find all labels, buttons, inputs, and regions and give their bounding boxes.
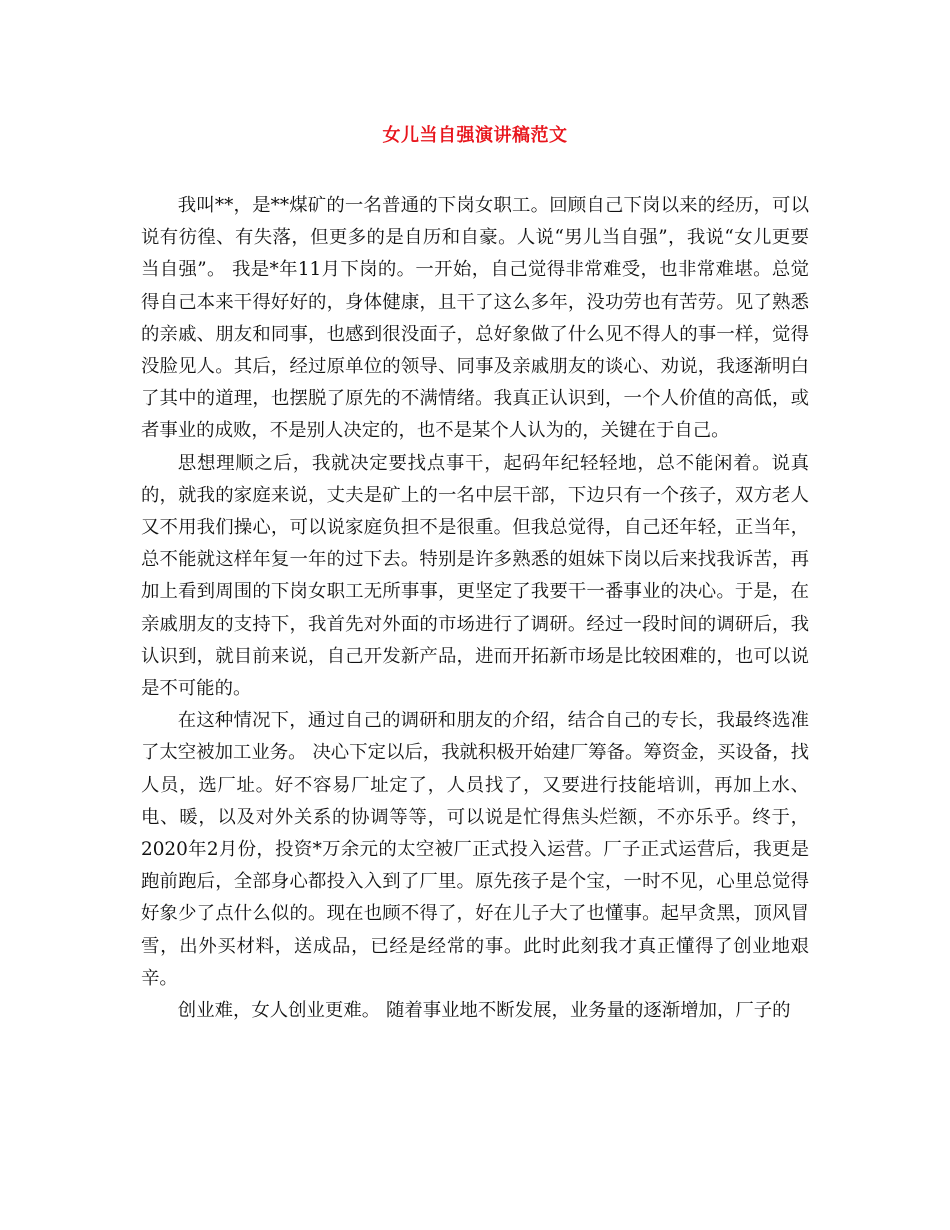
paragraph-1: 我叫**，是**煤矿的一名普通的下岗女职工。回顾自己下岗以来的经历，可以说有彷徨、有失落，但更多的是自历和自豪。人说“男儿当自强”，我说“女儿更要当自强”。 我是*年11月下岗的。一开始，自己觉得非常难受，也非常难堪。总觉得自己本来干得好好的，身体健康，且干了这么多年，没功劳也有苦劳。见了熟悉的亲戚、朋友和同事，也感到很没面子，总好象做了什么见不得人的事一样，觉得没脸见人。其后，经过原单位的领导、同事及亲戚朋友的谈心、劝说，我逐渐明白了其中的道理，也摆脱了原先的不满情绪。我真正认识到，一个人价值的高低，或者事业的成败，不是别人决定的，也不是某个人认为的，关键在于自己。	[141, 195, 809, 442]
paragraph-2: 思想理顺之后，我就决定要找点事干，起码年纪轻轻地，总不能闲着。说真的，就我的家庭来说，丈夫是矿上的一名中层干部，下边只有一个孩子，双方老人又不用我们操心，可以说家庭负担不是很重。但我总觉得，自己还年轻，正当年，总不能就这样年复一年的过下去。特别是许多熟悉的姐妹下岗以后来找我诉苦，再加上看到周围的下岗女职工无所事事，更坚定了我要干一番事业的决心。于是，在亲戚朋友的支持下，我首先对外面的市场进行了调研。经过一段时间的调研后，我认识到，就目前来说，自己开发新产品，进而开拓新市场是比较困难的，也可以说是不可能的。	[141, 452, 809, 700]
paragraph-4: 创业难，女人创业更难。 随着事业地不断发展，业务量的逐渐增加，厂子的	[177, 1000, 791, 1022]
paragraph-3: 在这种情况下，通过自己的调研和朋友的介绍，结合自己的专长，我最终选准了太空被加工业务。 决心下定以后，我就积极开始建厂筹备。筹资金，买设备，找人员，选厂址。好不容易厂址定了，人员找了，又要进行技能培训，再加上水、电、暖，以及对外关系的协调等等，可以说是忙得焦头烂额，不亦乐乎。终于，2020年2月份，投资*万余元的太空被厂正式投入运营。厂子正式运营后，我更是跑前跑后，全部身心都投入入到了厂里。原先孩子是个宝，一时不见，心里总觉得好象少了点什么似的。现在也顾不得了，好在儿子大了也懂事。起早贪黑，顶风冒雪，出外买材料，送成品，已经是经常的事。此时此刻我才真正懂得了创业地艰辛。	[141, 710, 809, 989]
document-title: 女儿当自强演讲稿范文	[382, 125, 568, 146]
document-body	[141, 190, 809, 1027]
